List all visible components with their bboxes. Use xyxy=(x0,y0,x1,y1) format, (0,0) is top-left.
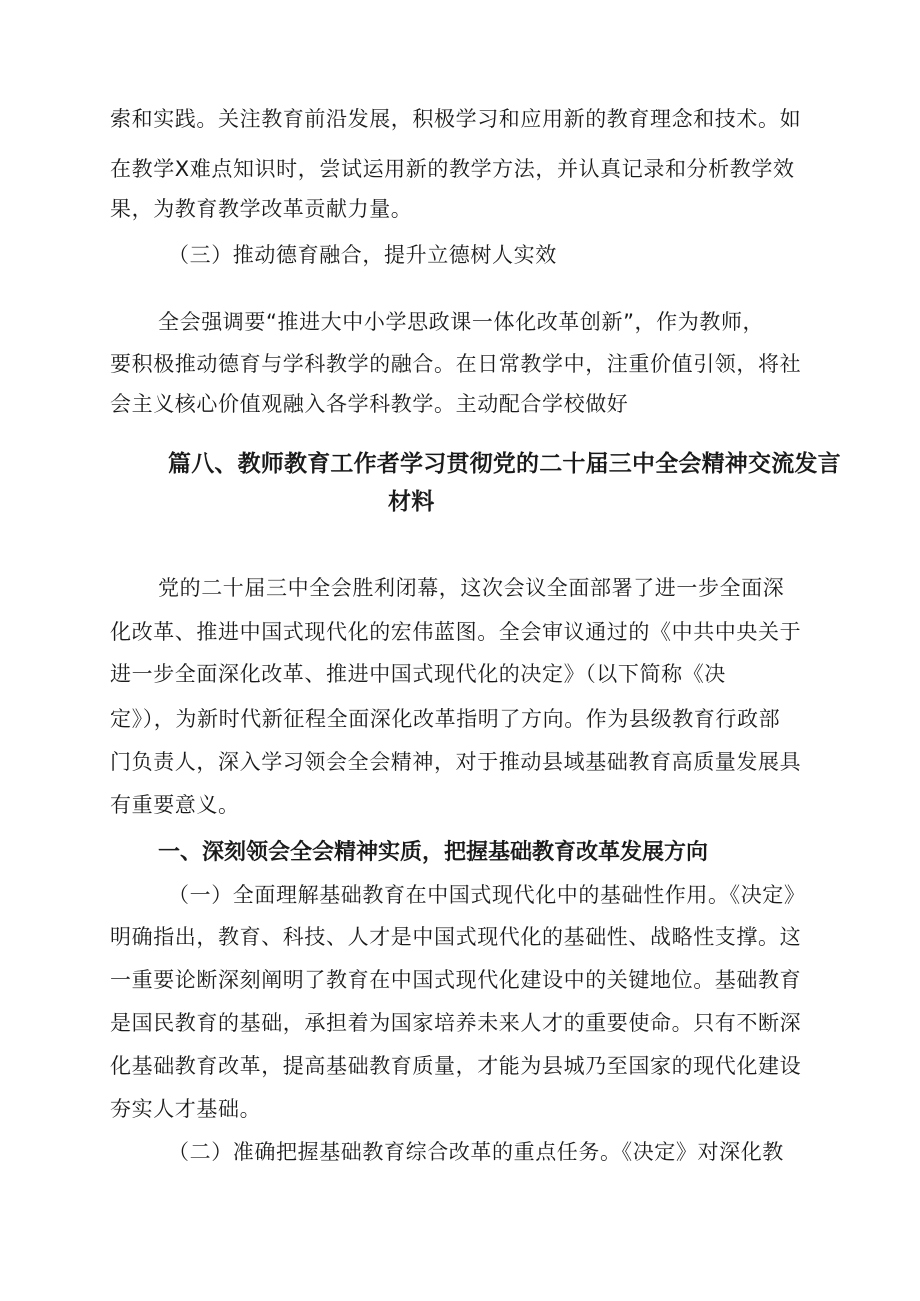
article-title-line1: 篇八、教师教育工作者学习贯彻党的二十届三中全会精神交流发言 xyxy=(168,451,841,477)
intro-line: 化改革、推进中国式现代化的宏伟蓝图。全会审议通过的《中共中央关于 xyxy=(110,620,802,644)
section-para-line: （二）准确把握基础教育综合改革的重点任务。《决定》对深化教 xyxy=(168,1140,784,1164)
section-para-line: 是国民教育的基础，承担着为国家培养未来人才的重要使命。只有不断深 xyxy=(110,1011,802,1035)
prev-para-line: 会主义核心价值观融入各学科教学。主动配合学校做好 xyxy=(110,392,629,416)
prev-para-line: 全会强调要“推进大中小学思政课一体化改革创新”，作为教师， xyxy=(158,310,765,334)
section-para-line: （一）全面理解基础教育在中国式现代化中的基础性作用。《决定》 xyxy=(168,883,806,907)
prev-subheading: （三）推动德育融合，提升立德树人实效 xyxy=(168,243,557,267)
intro-line: 党的二十届三中全会胜利闭幕，这次会议全面部署了进一步全面深 xyxy=(158,576,785,600)
section-para-line: 夯实人才基础。 xyxy=(110,1097,262,1121)
section-para-line: 化基础教育改革，提高基础教育质量，才能为县城乃至国家的现代化建设 xyxy=(110,1054,802,1078)
prev-text-line: 在教学X难点知识时，尝试运用新的教学方法，并认真记录和分析教学效 xyxy=(110,157,795,181)
section-para-line: 一重要论断深刻阐明了教育在中国式现代化建设中的关键地位。基础教育 xyxy=(110,968,802,992)
intro-line: 门负责人，深入学习领会全会精神，对于推动县域基础教育高质量发展具 xyxy=(110,750,802,774)
prev-para-line: 要积极推动德育与学科教学的融合。在日常教学中，注重价值引领，将社 xyxy=(110,352,802,376)
intro-line: 进一步全面深化改革、推进中国式现代化的决定》（以下简称《决 xyxy=(110,662,726,686)
section-para-line: 明确指出，教育、科技、人才是中国式现代化的基础性、战略性支撑。这 xyxy=(110,925,802,949)
prev-text-line: 索和实践。关注教育前沿发展，积极学习和应用新的教育理念和技术。如 xyxy=(110,107,802,131)
intro-line: 有重要意义。 xyxy=(110,793,240,817)
prev-text-line: 果，为教育教学改革贡献力量。 xyxy=(110,197,413,221)
intro-line: 定》），为新时代新征程全面深化改革指明了方向。作为县级教育行政部 xyxy=(110,707,781,731)
article-title-line2: 材料 xyxy=(388,489,435,515)
section-heading: 一、深刻领会全会精神实质，把握基础教育改革发展方向 xyxy=(158,840,709,865)
